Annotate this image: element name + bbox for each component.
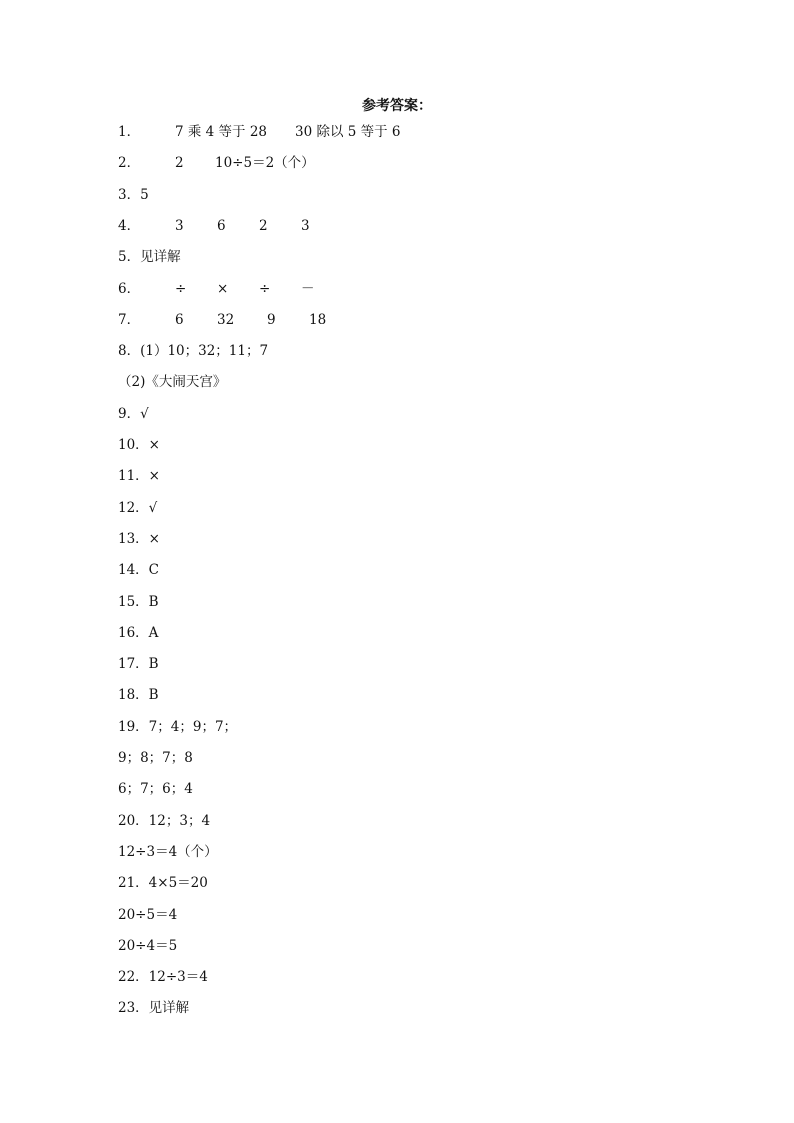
answer-number: 4． bbox=[118, 218, 141, 234]
answer-value: ÷ bbox=[259, 281, 271, 297]
answer-number: 7． bbox=[118, 312, 141, 328]
answer-number: 6． bbox=[118, 281, 141, 297]
answer-number: 20÷4＝5 bbox=[118, 938, 178, 954]
answer-number: 12．√ bbox=[118, 500, 158, 516]
answer-value: － bbox=[301, 281, 315, 297]
answer-number: 19．7；4；9；7； bbox=[118, 719, 238, 735]
answer-value: 18 bbox=[309, 312, 327, 328]
answer-number: 14．C bbox=[118, 562, 160, 578]
answer-number: 16．A bbox=[118, 625, 159, 641]
answer-value: 6 bbox=[175, 312, 184, 328]
answer-value: 3 bbox=[301, 218, 310, 234]
answer-number: 3．5 bbox=[118, 187, 149, 203]
answer-number: 9；8；7；8 bbox=[118, 750, 193, 766]
answer-number: 20．12；3；4 bbox=[118, 813, 211, 829]
answer-number: 18．B bbox=[118, 687, 159, 703]
answer-value: 2 bbox=[175, 155, 184, 171]
answer-value: 7 乘 4 等于 28 bbox=[175, 124, 268, 140]
answer-value: 6 bbox=[217, 218, 226, 234]
answer-number: 21．4×5＝20 bbox=[118, 875, 208, 891]
answer-value: × bbox=[217, 281, 229, 297]
answer-number: 11．× bbox=[118, 468, 160, 484]
answer-value: ÷ bbox=[175, 281, 187, 297]
answer-number: 20÷5＝4 bbox=[118, 907, 178, 923]
answer-value: 3 bbox=[175, 218, 184, 234]
answer-number: 13．× bbox=[118, 531, 160, 547]
answer-number: 17．B bbox=[118, 656, 159, 672]
answer-number: 12÷3＝4（个） bbox=[118, 844, 218, 860]
page-title: 参考答案： bbox=[362, 98, 432, 114]
answer-value: 9 bbox=[267, 312, 276, 328]
answer-number: 2． bbox=[118, 155, 141, 171]
answer-number: 5．见详解 bbox=[118, 249, 181, 265]
answer-value: 2 bbox=[259, 218, 268, 234]
answer-number: 6；7；6；4 bbox=[118, 781, 193, 797]
answer-number: 22．12÷3＝4 bbox=[118, 969, 208, 985]
answer-number: （2)《大闹天宫》 bbox=[118, 374, 227, 390]
answer-number: 15．B bbox=[118, 594, 159, 610]
answer-number: 8．(1）10；32；11；7 bbox=[118, 343, 269, 359]
answer-number: 23．见详解 bbox=[118, 1000, 190, 1016]
answer-number: 10．× bbox=[118, 437, 160, 453]
answer-value: 30 除以 5 等于 6 bbox=[295, 124, 401, 140]
answer-value: 10÷5＝2（个） bbox=[215, 155, 315, 171]
answer-number: 9．√ bbox=[118, 406, 149, 422]
answer-number: 1． bbox=[118, 124, 141, 140]
answer-value: 32 bbox=[217, 312, 235, 328]
